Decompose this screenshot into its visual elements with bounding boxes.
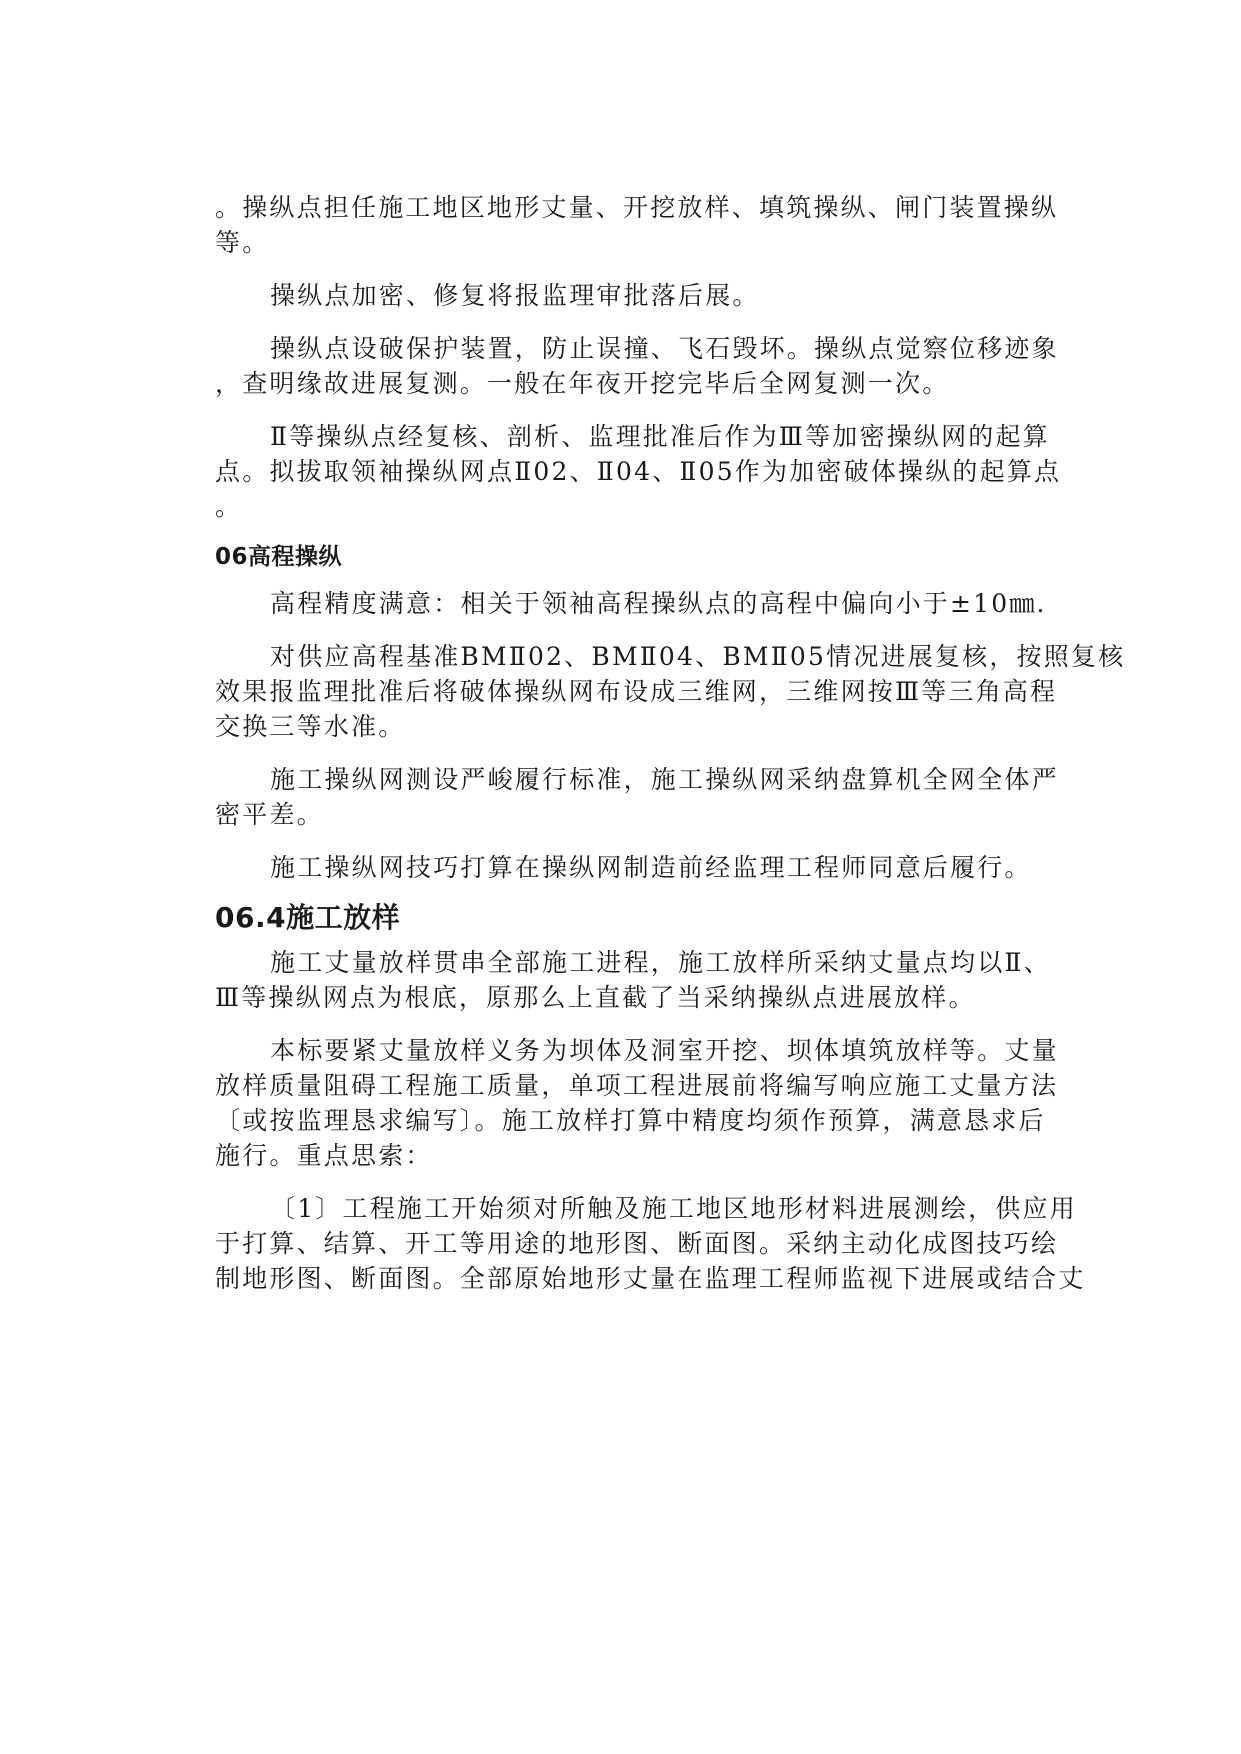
text-line: Ⅲ等操纵网点为根底，原那么上直截了当采纳操纵点进展放样。 <box>215 983 976 1012</box>
text-line: Ⅱ等操纵点经复核、剖析、监理批准后作为Ⅲ等加密操纵网的起算 <box>270 422 1050 451</box>
text-line: 效果报监理批准后将破体操纵网布设成三维网，三维网按Ⅲ等三角高程 <box>215 677 1058 706</box>
text-line: 等。 <box>215 228 270 257</box>
text-line: 交换三等水准。 <box>215 712 406 741</box>
paragraph-control-point-duties <box>215 190 1059 260</box>
text-line: 放样质量阻碍工程施工质量，单项工程进展前将编写响应施工丈量方法 <box>215 1071 1059 1100</box>
document-page <box>215 190 1126 1296</box>
text-line: 制地形图、断面图。全部原始地形丈量在监理工程师监视下进展或结合丈 <box>215 1264 1086 1293</box>
text-line: 〔1〕工程施工开始须对所触及施工地区地形材料进展测绘，供应用 <box>270 1194 1077 1223</box>
text-line: 施工操纵网测设严峻履行标准，施工操纵网采纳盘算机全网全体严 <box>270 765 1059 794</box>
paragraph-protection <box>215 331 1059 401</box>
text-line: 〔或按监理恳求编写〕。施工放样打算中精度均须作预算，满意恳求后 <box>215 1106 1046 1135</box>
text-line: 密平差。 <box>215 800 324 829</box>
paragraph-item-1-topographic-survey <box>215 1191 1086 1296</box>
text-line: 施工操纵网技巧打算在操纵网制造前经监理工程师同意后履行。 <box>270 853 1032 882</box>
text-line: 于打算、结算、开工等用途的地形图、断面图。采纳主动化成图技巧绘 <box>215 1229 1059 1258</box>
text-line: 点。拟拔取领袖操纵网点Ⅱ02、Ⅱ04、Ⅱ05作为加密破体操纵的起算点 <box>215 457 1062 486</box>
text-line: 对供应高程基准BMⅡ02、BMⅡ04、BMⅡ05情况进展复核，按照复核 <box>270 642 1126 671</box>
paragraph-elevation-precision <box>215 586 1045 621</box>
paragraph-starting-points <box>215 419 1062 524</box>
text-line: 本标要紧丈量放样义务为坝体及洞室开挖、坝体填筑放样等。丈量 <box>270 1036 1059 1065</box>
paragraph-layout-basis <box>215 945 1051 1015</box>
paragraph-technical-plan <box>215 850 1045 885</box>
paragraph-network-adjustment <box>215 762 1059 832</box>
paragraph-densification <box>215 278 1045 313</box>
text-line: 。 <box>215 492 243 521</box>
paragraph-benchmark-review <box>215 639 1126 744</box>
section-heading-elevation-control: 06高程操纵 <box>215 544 343 570</box>
text-line: 高程精度满意：相关于领袖高程操纵点的高程中偏向小于±10㎜. <box>270 589 1047 618</box>
paragraph-layout-tasks <box>215 1033 1059 1173</box>
text-line: 操纵点设破保护装置，防止误撞、飞石毁坏。操纵点觉察位移迹象 <box>270 334 1059 363</box>
text-line: ，查明缘故进展复测。一般在年夜开挖完毕后全网复测一次。 <box>215 369 950 398</box>
text-line: 操纵点加密、修复将报监理审批落后展。 <box>270 281 760 310</box>
text-line: 。操纵点担任施工地区地形丈量、开挖放样、填筑操纵、闸门装置操纵 <box>215 193 1059 222</box>
section-heading-construction-layout: 06.4施工放样 <box>215 901 401 934</box>
text-line: 施工丈量放样贯串全部施工进程，施工放样所采纳丈量点均以Ⅱ、 <box>270 948 1051 977</box>
text-line: 施行。重点思索： <box>215 1141 433 1170</box>
